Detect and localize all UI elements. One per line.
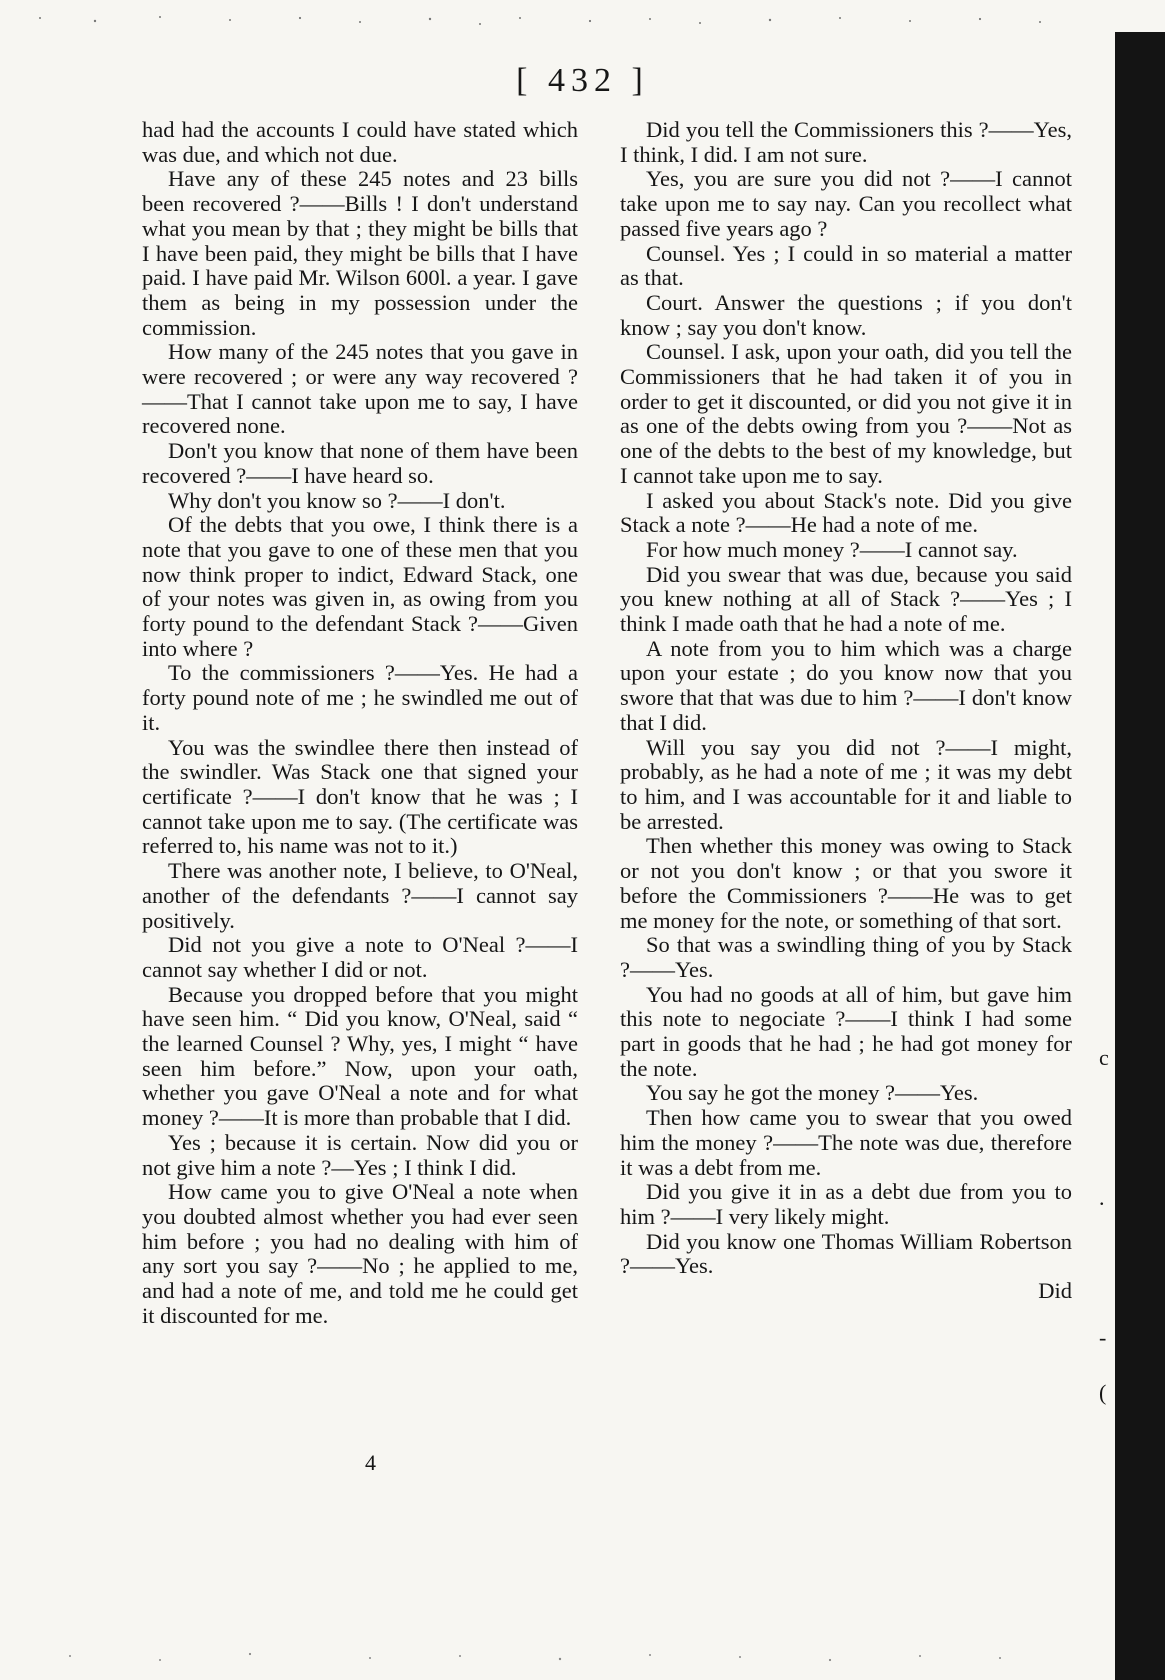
paragraph: Counsel. Yes ; I could in so material a matter as that. xyxy=(620,240,1072,291)
page-edge-shadow xyxy=(1115,32,1165,1680)
catchword: Did xyxy=(1038,1278,1072,1304)
paragraph: Of the debts that you owe, I think there is a note that you gave to one of these men that you now think proper to indict, Edward Stack, one of your notes was given in, as owing from you forty pound to the defendant Stack ?——Given into where ? xyxy=(142,512,578,661)
paragraph: Then how came you to swear that you owed him the money ?——The note was due, therefore it was a debt from me. xyxy=(620,1105,1072,1180)
paragraph: had had the accounts I could have stated which was due, and which not due. xyxy=(142,117,578,167)
right-column xyxy=(620,118,1072,1304)
paragraph: Counsel. I ask, upon your oath, did you tell the Commissioners that he had taken it of you in order to get it discounted, or did you not give it in as one of the debts owing from you ?——Not as one of the debts to the best of my knowledge, but I cannot take upon me to say. xyxy=(620,339,1072,488)
paragraph: Court. Answer the questions ; if you don't know ; say you don't know. xyxy=(620,289,1072,340)
paragraph: How came you to give O'Neal a note when you doubted almost whether you had ever seen him before ; you had no dealing with him of any sort you say ?——No ; he applied to me, and had a note of me, and told me he could get it discounted for me. xyxy=(142,1179,578,1328)
bottom-edge-specks xyxy=(40,1648,1100,1668)
paragraph: Yes ; because it is certain. Now did you or not give him a note ?—Yes ; I think I did. xyxy=(142,1129,578,1180)
paragraph: I asked you about Stack's note. Did you give Stack a note ?——He had a note of me. xyxy=(620,487,1072,538)
paragraph: For how much money ?——I cannot say. xyxy=(646,536,1018,562)
page-number-header: [ 432 ] xyxy=(516,62,649,99)
paragraph: You say he got the money ?——Yes. xyxy=(646,1080,979,1106)
paragraph: Then whether this money was owing to Stack or not you don't know ; or that you swore it before the Commissioners ?——He was to get me money for the note, or something of that sort. xyxy=(620,833,1072,933)
top-edge-specks xyxy=(0,12,1100,32)
paragraph: Have any of these 245 notes and 23 bills been recovered ?——Bills ! I don't understand what you mean by that ; they might be bills that I have been paid, they might be bills that I have paid. I have paid Mr. Wilson 600l. a year. I gave them as being in my possession under the commission. xyxy=(142,166,578,340)
paragraph: A note from you to him which was a charge upon your estate ; do you know now that you swore that that was due to him ?——I don't know that I did. xyxy=(620,635,1072,735)
paragraph: There was another note, I believe, to O'Neal, another of the defendants ?——I cannot say positively. xyxy=(142,858,578,933)
paragraph: You was the swindlee there then instead of the swindler. Was Stack one that signed your certificate ?——I don't know that he was ; I cannot take upon me to say. (The certificate was referred to, his name was not to it.) xyxy=(142,734,578,859)
left-column xyxy=(142,118,578,1328)
paragraph: Did you know one Thomas William Robertson ?——Yes. xyxy=(620,1228,1072,1279)
margin-marks: c . - ( xyxy=(1099,1045,1109,1405)
paragraph: Yes, you are sure you did not ?——I cannot take upon me to say nay. Can you recollect what passed five years ago ? xyxy=(620,166,1072,241)
paragraph: You had no goods at all of him, but gave him this note to negociate ?——I think I had some part in goods that he had ; he had got money for the note. xyxy=(620,981,1072,1081)
paragraph: Did you swear that was due, because you said you knew nothing at all of Stack ?——Yes ; I think I made oath that he had a note of me. xyxy=(620,561,1072,637)
paragraph: Don't you know that none of them have been recovered ?——I have heard so. xyxy=(142,438,578,488)
paragraph: How many of the 245 notes that you gave in were recovered ; or were any way recovered ?——That I cannot take upon me to say, I have recovered none. xyxy=(142,339,578,439)
paragraph: So that was a swindling thing of you by Stack ?——Yes. xyxy=(620,932,1072,982)
paragraph: Did you tell the Commissioners this ?——Yes, I think, I did. I am not sure. xyxy=(620,117,1072,167)
paragraph: Will you say you did not ?——I might, probably, as he had a note of me ; it was my debt to him, and I was accountable for it and liable to be arrested. xyxy=(620,734,1072,834)
paragraph: Because you dropped before that you might have seen him. “ Did you know, O'Neal, said “ the learned Counsel ? Why, yes, I might “ have seen him before.” Now, upon your oath, whether you gave O'Neal a note and for what money ?——It is more than probable that I did. xyxy=(142,981,578,1131)
paragraph: Why don't you know so ?——I don't. xyxy=(168,487,506,513)
signature-mark: 4 xyxy=(365,1450,376,1475)
paragraph: Did you give it in as a debt due from you to him ?——I very likely might. xyxy=(620,1179,1072,1229)
paragraph: To the commissioners ?——Yes. He had a forty pound note of me ; he swindled me out of it. xyxy=(142,660,578,735)
paragraph: Did not you give a note to O'Neal ?——I cannot say whether I did or not. xyxy=(142,932,578,982)
